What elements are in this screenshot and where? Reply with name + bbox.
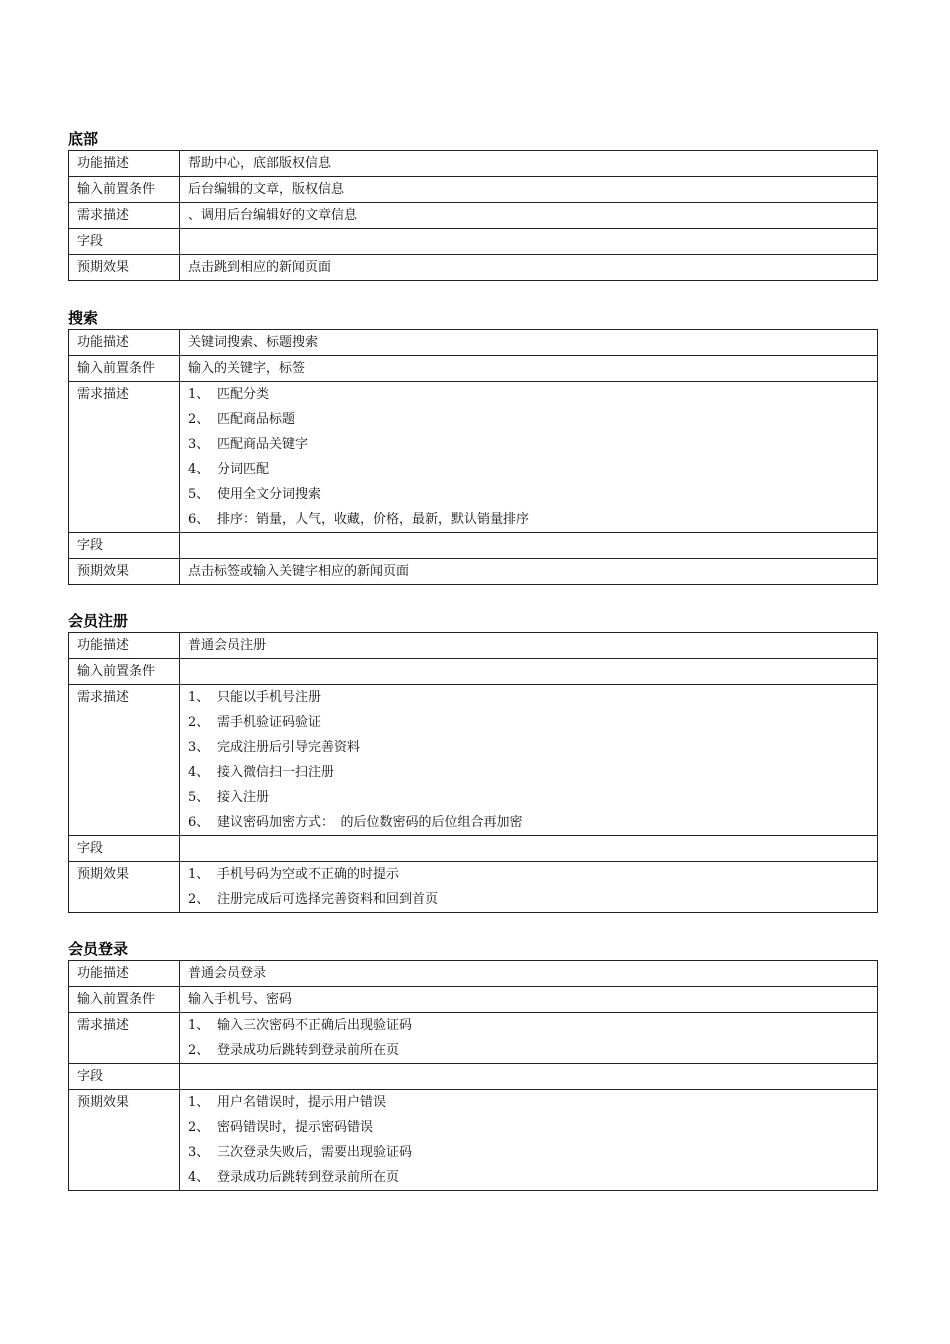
item-number: 2、: [188, 715, 210, 730]
spec-table: [68, 329, 878, 585]
table-row: [69, 229, 878, 255]
list-item: [188, 862, 877, 887]
item-number: 3、: [188, 1145, 210, 1160]
list-item: [188, 482, 877, 507]
section-member-login: [68, 938, 878, 1191]
row-label: 字段: [77, 1069, 104, 1084]
row-label: 需求描述: [77, 690, 130, 705]
row-label: 预期效果: [77, 260, 130, 275]
table-row: [69, 177, 878, 203]
list-item: [188, 760, 877, 785]
list-item: [188, 457, 877, 482]
row-value: [188, 659, 877, 684]
table-row: [69, 151, 878, 177]
row-label: 预期效果: [77, 564, 130, 579]
numbered-list: [180, 1090, 878, 1191]
item-text: 手机号码为空或不正确的时提示: [217, 867, 400, 882]
row-value: 输入手机号、密码: [188, 992, 293, 1007]
spec-table: [68, 960, 878, 1191]
list-item: [188, 1090, 877, 1115]
list-item: [188, 1165, 877, 1190]
item-number: 2、: [188, 892, 210, 907]
table-row: [69, 203, 878, 229]
table-row: [69, 987, 878, 1013]
table-row: [69, 382, 878, 533]
table-row: [69, 685, 878, 836]
table-row: [69, 633, 878, 659]
item-text: 匹配商品标题: [217, 412, 296, 427]
item-number: 4、: [188, 462, 210, 477]
list-item: [188, 1115, 877, 1140]
list-item: [188, 1013, 877, 1038]
row-label: 需求描述: [77, 387, 130, 402]
row-value: 普通会员注册: [188, 638, 267, 653]
table-row: [69, 1013, 878, 1064]
table-row: [69, 1064, 878, 1090]
row-label: 输入前置条件: [77, 664, 156, 679]
item-number: 1、: [188, 1018, 210, 1033]
item-text: 登录成功后跳转到登录前所在页: [217, 1170, 400, 1185]
row-value: [188, 836, 877, 861]
item-number: 6、: [188, 512, 210, 527]
item-number: 1、: [188, 387, 210, 402]
item-text: 三次登录失败后，需要出现验证码: [217, 1145, 413, 1160]
list-item: [188, 507, 877, 532]
numbered-list: [180, 862, 878, 913]
item-number: 3、: [188, 740, 210, 755]
item-number: 4、: [188, 765, 210, 780]
item-number: 1、: [188, 690, 210, 705]
section-title: 搜索: [68, 309, 99, 327]
row-value: 点击标签或输入关键字相应的新闻页面: [188, 564, 410, 579]
item-text: 建议密码加密方式： 的后位数密码的后位组合再加密: [217, 815, 523, 830]
list-item: [188, 407, 877, 432]
table-row: [69, 559, 878, 585]
section-search: [68, 307, 878, 585]
numbered-list: [180, 382, 878, 533]
item-text: 密码错误时，提示密码错误: [217, 1120, 374, 1135]
row-value: [188, 1064, 877, 1089]
row-label: 字段: [77, 538, 104, 553]
row-value: 、调用后台编辑好的文章信息: [188, 208, 358, 223]
list-item: [188, 785, 877, 810]
numbered-list: [180, 1013, 878, 1064]
item-text: 使用全文分词搜索: [217, 487, 322, 502]
row-value: 输入的关键字，标签: [188, 361, 306, 376]
item-number: 4、: [188, 1170, 210, 1185]
table-row: [69, 255, 878, 281]
table-row: [69, 836, 878, 862]
row-value: [188, 533, 877, 558]
list-item: [188, 685, 877, 710]
list-item: [188, 810, 877, 835]
row-value: 帮助中心，底部版权信息: [188, 156, 332, 171]
item-number: 3、: [188, 437, 210, 452]
row-value: 点击跳到相应的新闻页面: [188, 260, 332, 275]
row-label: 需求描述: [77, 208, 130, 223]
item-text: 需手机验证码验证: [217, 715, 322, 730]
row-label: 功能描述: [77, 156, 130, 171]
section-title: 会员注册: [68, 612, 129, 630]
item-text: 只能以手机号注册: [217, 690, 322, 705]
list-item: [188, 887, 877, 912]
item-number: 6、: [188, 815, 210, 830]
item-text: 匹配商品关键字: [217, 437, 309, 452]
table-row: [69, 533, 878, 559]
row-label: 字段: [77, 841, 104, 856]
item-number: 5、: [188, 790, 210, 805]
spec-table: [68, 150, 878, 281]
list-item: [188, 432, 877, 457]
row-label: 输入前置条件: [77, 992, 156, 1007]
table-row: [69, 961, 878, 987]
row-label: 功能描述: [77, 638, 130, 653]
row-label: 输入前置条件: [77, 182, 156, 197]
item-number: 1、: [188, 867, 210, 882]
numbered-list: [180, 685, 878, 836]
row-value: 后台编辑的文章，版权信息: [188, 182, 345, 197]
row-label: 字段: [77, 234, 104, 249]
list-item: [188, 1140, 877, 1165]
list-item: [188, 382, 877, 407]
item-text: 用户名错误时，提示用户错误: [217, 1095, 387, 1110]
table-row: [69, 659, 878, 685]
item-number: 1、: [188, 1095, 210, 1110]
item-text: 匹配分类: [217, 387, 270, 402]
item-text: 排序：销量，人气，收藏，价格，最新，默认销量排序: [217, 512, 530, 527]
item-text: 完成注册后引导完善资料: [217, 740, 361, 755]
item-number: 2、: [188, 412, 210, 427]
row-label: 功能描述: [77, 335, 130, 350]
item-number: 5、: [188, 487, 210, 502]
item-text: 输入三次密码不正确后出现验证码: [217, 1018, 413, 1033]
section-title: 会员登录: [68, 940, 129, 958]
row-label: 预期效果: [77, 867, 130, 882]
row-label: 输入前置条件: [77, 361, 156, 376]
row-value: [188, 229, 877, 254]
row-label: 功能描述: [77, 966, 130, 981]
section-footer: [68, 128, 878, 281]
item-text: 接入微信扫一扫注册: [217, 765, 335, 780]
item-text: 接入注册: [217, 790, 270, 805]
item-text: 分词匹配: [217, 462, 270, 477]
list-item: [188, 735, 877, 760]
section-title: 底部: [68, 130, 99, 148]
item-text: 注册完成后可选择完善资料和回到首页: [217, 892, 439, 907]
table-row: [69, 1090, 878, 1191]
list-item: [188, 710, 877, 735]
row-value: 普通会员登录: [188, 966, 267, 981]
table-row: [69, 330, 878, 356]
row-label: 预期效果: [77, 1095, 130, 1110]
row-label: 需求描述: [77, 1018, 130, 1033]
list-item: [188, 1038, 877, 1063]
table-row: [69, 356, 878, 382]
spec-table: [68, 632, 878, 913]
row-value: 关键词搜索、标题搜索: [188, 335, 319, 350]
table-row: [69, 862, 878, 913]
section-member-register: [68, 610, 878, 913]
item-number: 2、: [188, 1043, 210, 1058]
item-text: 登录成功后跳转到登录前所在页: [217, 1043, 400, 1058]
item-number: 2、: [188, 1120, 210, 1135]
